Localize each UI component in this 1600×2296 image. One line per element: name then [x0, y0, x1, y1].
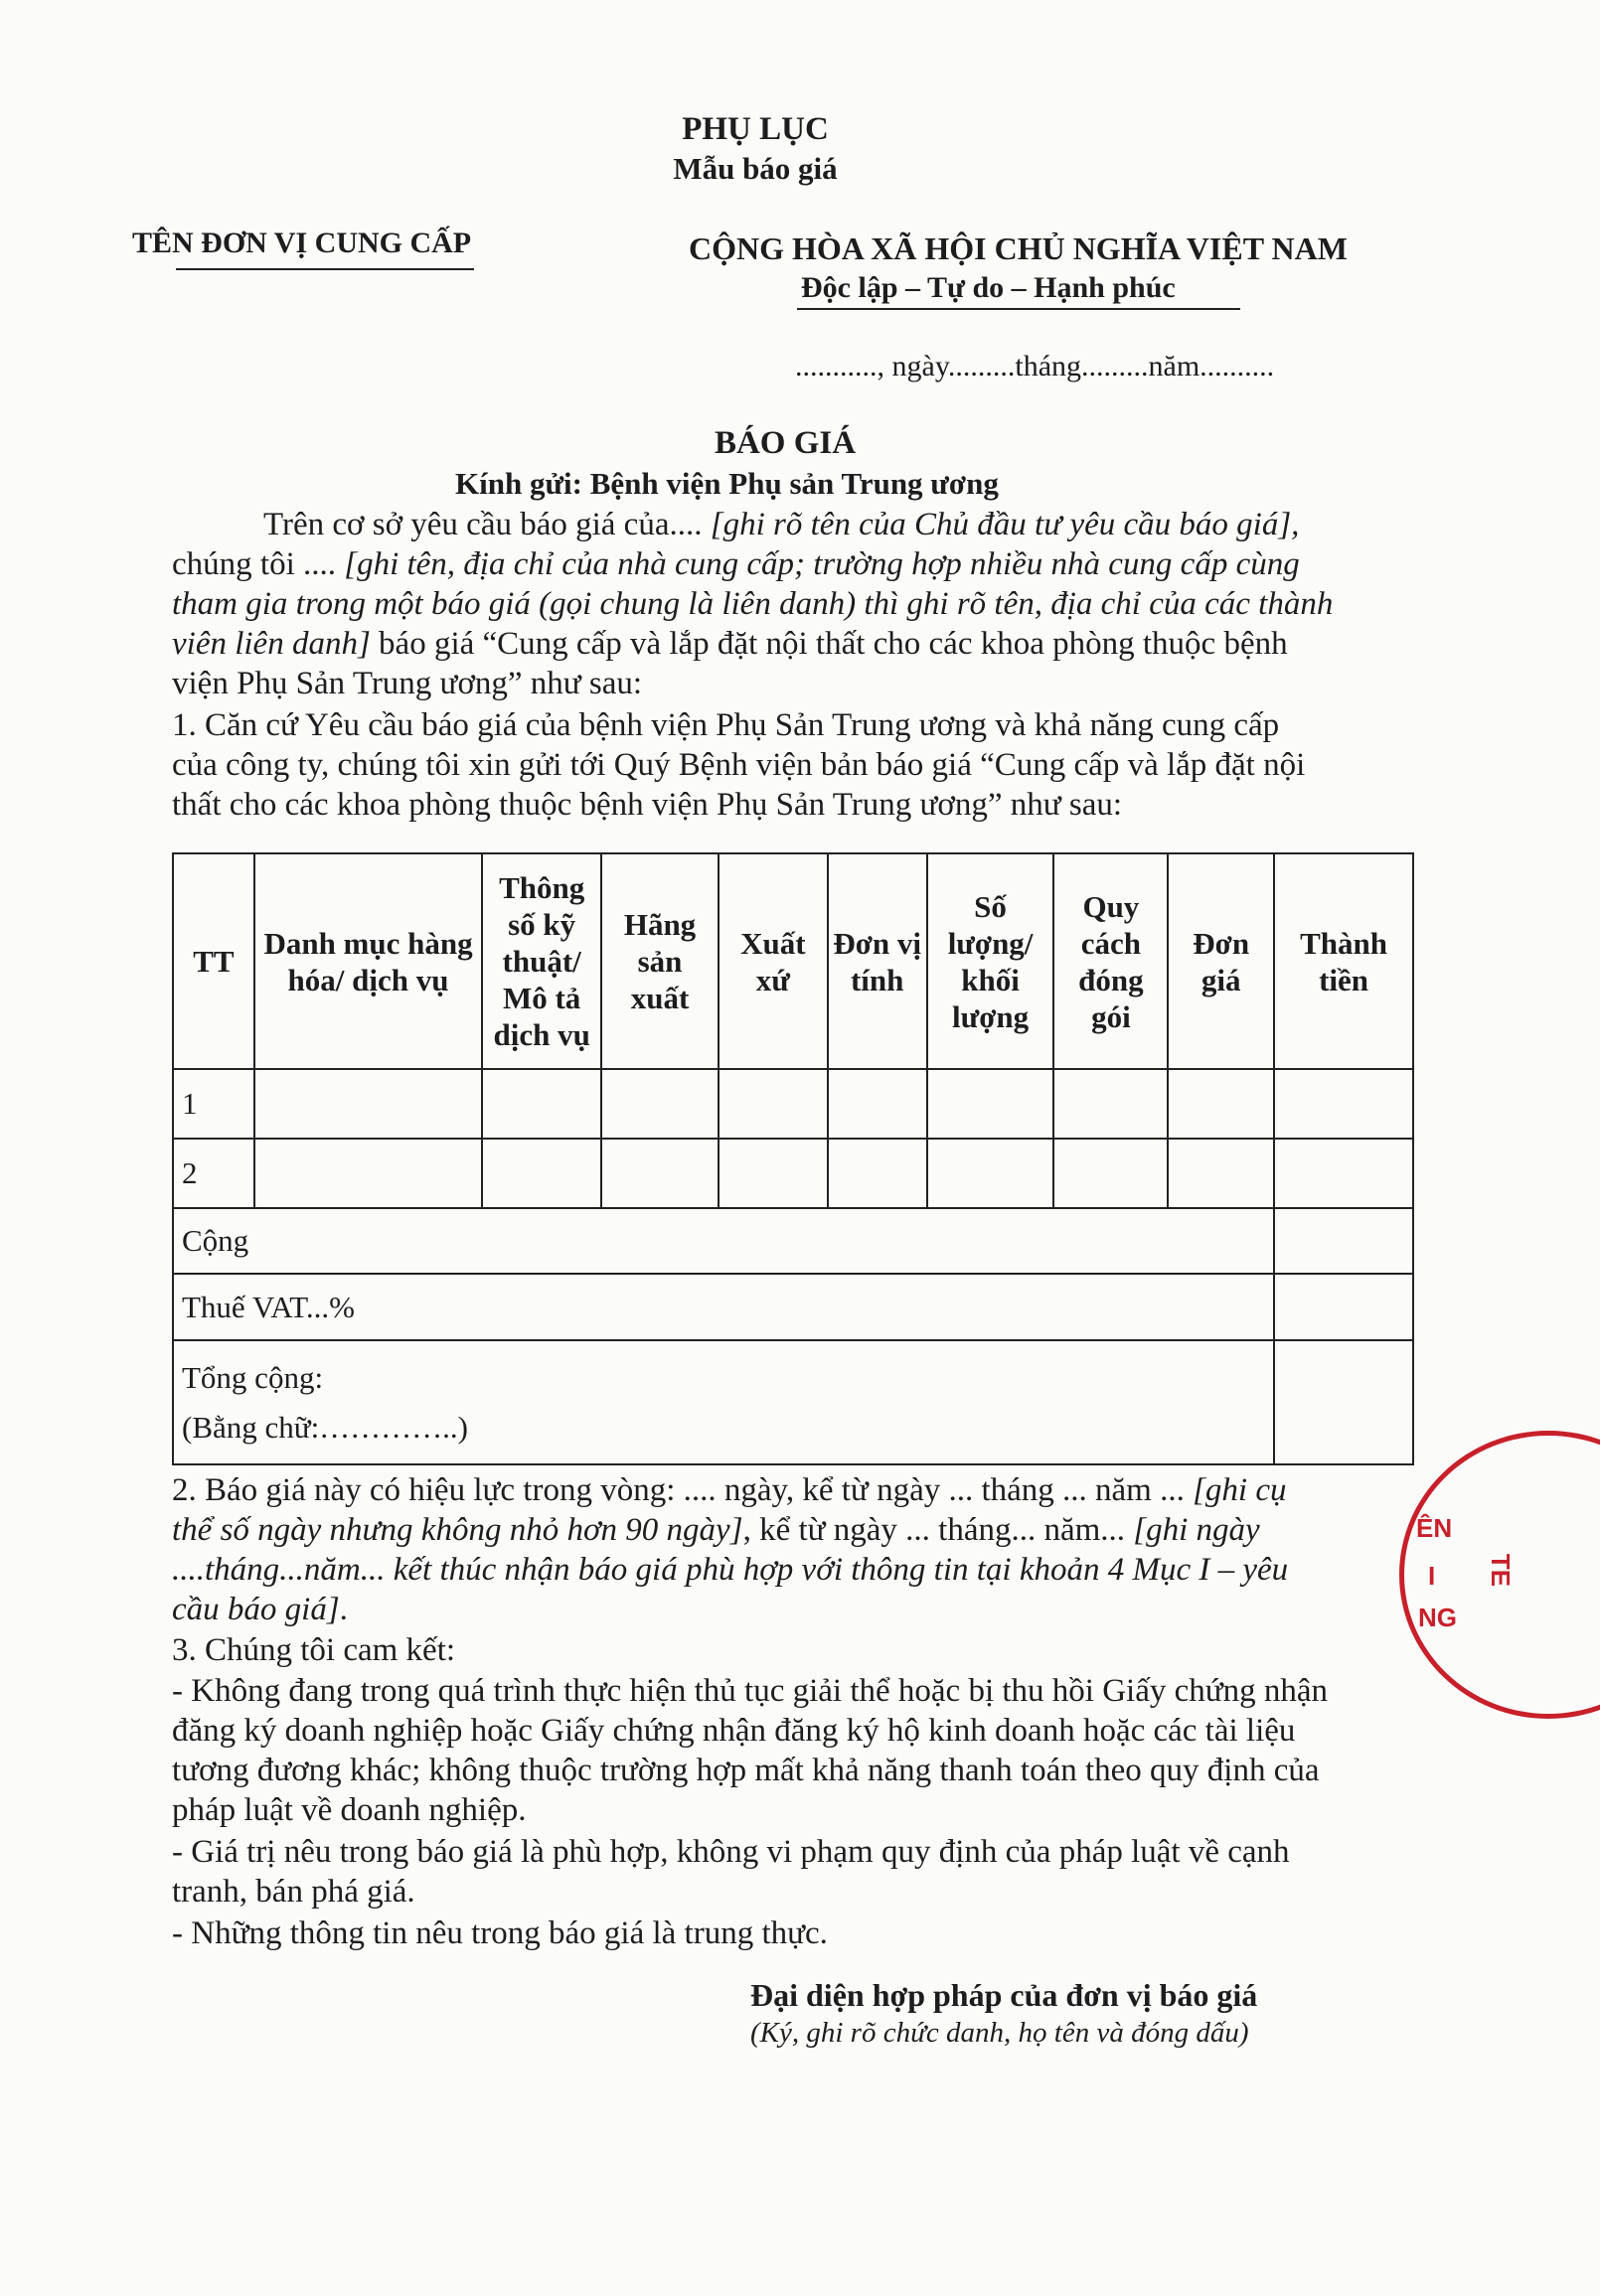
- header-cell: Thông số kỹ thuật/ Mô tả dịch vụ: [482, 853, 601, 1069]
- intro-line-2: chúng tôi .... [ghi tên, địa chỉ của nhà cung cấp; trường hợp nhiều nhà cung cấp cùng: [172, 546, 1300, 582]
- stamp-text: I: [1428, 1561, 1436, 1591]
- row-number: 2: [173, 1139, 254, 1208]
- table-row: [173, 1139, 1413, 1208]
- section2-line-2: thể số ngày nhưng không nhỏ hơn 90 ngày], kể từ ngày ... tháng... năm... [ghi ngày: [172, 1512, 1260, 1548]
- recipient-line: Kính gửi: Bệnh viện Phụ sản Trung ương: [455, 466, 999, 501]
- supplier-label: TÊN ĐƠN VỊ CUNG CẤP: [132, 227, 472, 259]
- section2-line-1: 2. Báo giá này có hiệu lực trong vòng: .... ngày, kể từ ngày ... tháng ... năm ... [ghi cụ: [172, 1472, 1287, 1508]
- country-name: CỘNG HÒA XÃ HỘI CHỦ NGHĨA VIỆT NAM: [689, 230, 1348, 266]
- section1-line-2: của công ty, chúng tôi xin gửi tới Quý Bệnh viện bản báo giá “Cung cấp và lắp đặt nội: [172, 747, 1306, 783]
- commitment-1-line-4: pháp luật về doanh nghiệp.: [172, 1792, 527, 1828]
- stamp-text: ÊN: [1416, 1513, 1453, 1543]
- stamp-text: NG: [1418, 1603, 1457, 1632]
- signature-title: Đại diện hợp pháp của đơn vị báo giá: [750, 1977, 1258, 2013]
- table-row: [173, 1069, 1413, 1139]
- table-header-row: [173, 853, 1413, 1069]
- header-cell: Xuất xứ: [719, 853, 828, 1069]
- intro-line-5: viện Phụ Sản Trung ương” như sau:: [172, 666, 643, 701]
- red-seal-stamp: [1399, 1431, 1600, 1719]
- header-cell: Thành tiền: [1274, 853, 1413, 1069]
- intro-line-4: viên liên danh] báo giá “Cung cấp và lắp đặt nội thất cho các khoa phòng thuộc bệnh: [172, 626, 1288, 662]
- vat-row: [173, 1274, 1413, 1340]
- date-line: ..........., ngày.........tháng.........năm..........: [795, 350, 1275, 383]
- commitment-1-line-1: - Không đang trong quá trình thực hiện thủ tục giải thể hoặc bị thu hồi Giấy chứng nhận: [172, 1673, 1329, 1709]
- intro-line-3: tham gia trong một báo giá (gọi chung là liên danh) thì ghi rõ tên, địa chỉ của các thành: [172, 586, 1334, 622]
- commitment-1-line-2: đăng ký doanh nghiệp hoặc Giấy chứng nhận đăng ký hộ kinh doanh hoặc các tài liệu: [172, 1713, 1296, 1749]
- commitment-2-line-1: - Giá trị nêu trong báo giá là phù hợp, không vi phạm quy định của pháp luật về cạnh: [172, 1834, 1290, 1870]
- motto-underline: [797, 308, 1240, 310]
- motto: Độc lập – Tự do – Hạnh phúc: [801, 271, 1176, 304]
- commitment-2-line-2: tranh, bán phá giá.: [172, 1874, 415, 1910]
- commitment-3-line-1: - Những thông tin nêu trong báo giá là trung thực.: [172, 1915, 828, 1951]
- total-row: [173, 1340, 1413, 1464]
- row-number: 1: [173, 1069, 254, 1139]
- quote-table: [172, 852, 1414, 1465]
- header-cell: TT: [173, 853, 254, 1069]
- section2-line-3: ....tháng...năm... kết thúc nhận báo giá phù hợp với thông tin tại khoản 4 Mục I – yêu: [172, 1552, 1289, 1588]
- document-title: BÁO GIÁ: [714, 425, 857, 461]
- header-cell: Đơn vị tính: [828, 853, 927, 1069]
- amount-in-words: (Bằng chữ:…………..): [182, 1409, 469, 1445]
- signature-note: (Ký, ghi rõ chức danh, họ tên và đóng dấu): [750, 2017, 1249, 2049]
- supplier-underline: [176, 268, 474, 270]
- header-cell: Đơn giá: [1168, 853, 1274, 1069]
- subtotal-label: Cộng: [173, 1208, 1274, 1274]
- intro-line-1: Trên cơ sở yêu cầu báo giá của.... [ghi rõ tên của Chủ đầu tư yêu cầu báo giá],: [263, 507, 1300, 542]
- appendix-title: PHỤ LỤC: [682, 111, 829, 147]
- subtotal-row: [173, 1208, 1413, 1274]
- header-cell: Số lượng/ khối lượng: [927, 853, 1054, 1069]
- section2-line-4: cầu báo giá].: [172, 1592, 348, 1627]
- header-cell: Danh mục hàng hóa/ dịch vụ: [254, 853, 482, 1069]
- commitment-1-line-3: tương đương khác; không thuộc trường hợp mất khả năng thanh toán theo quy định của: [172, 1753, 1320, 1788]
- section1-line-1: 1. Căn cứ Yêu cầu báo giá của bệnh viện Phụ Sản Trung ương và khả năng cung cấp: [172, 707, 1280, 743]
- section1-line-3: thất cho các khoa phòng thuộc bệnh viện Phụ Sản Trung ương” như sau:: [172, 787, 1123, 823]
- vat-label: Thuế VAT...%: [173, 1274, 1274, 1340]
- header-cell: Quy cách đóng gói: [1053, 853, 1168, 1069]
- stamp-text: TE: [1486, 1553, 1517, 1588]
- total-label: Tổng cộng:: [182, 1359, 324, 1395]
- appendix-subtitle: Mẫu báo giá: [673, 151, 838, 186]
- section3-heading: 3. Chúng tôi cam kết:: [172, 1632, 456, 1668]
- header-cell: Hãng sản xuất: [601, 853, 719, 1069]
